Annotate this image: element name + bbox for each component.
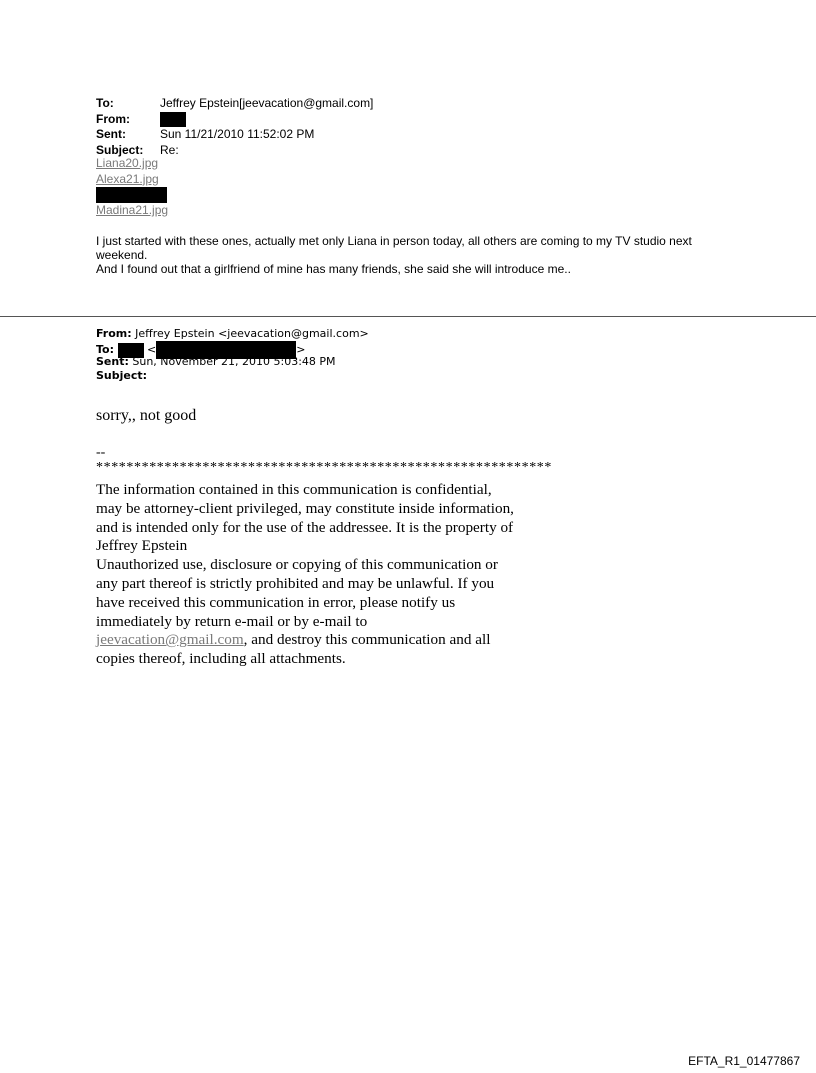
body-paragraph: I just started with these ones, actually met only Liana in person today, all others are coming to my TV studio next weekend. <box>96 234 692 262</box>
attachment-redaction <box>96 187 167 203</box>
disclaimer-text: , and destroy this communication and all copies thereof, including all attachments. <box>96 631 491 668</box>
quoted-message-body: sorry,, not good <box>96 407 197 424</box>
asterisk-line: ************************************************************ <box>96 460 552 475</box>
to-close-bracket: > <box>296 343 306 356</box>
quoted-from-row <box>96 327 369 341</box>
quoted-subject-label: Subject: <box>96 369 148 382</box>
quoted-sent-label: Sent: <box>96 355 129 368</box>
to-value: Jeffrey Epstein[jeevacation@gmail.com] <box>160 96 374 110</box>
quoted-from-label: From: <box>96 327 132 340</box>
disclaimer-text: The information contained in this communication is confidential, may be attorney-client privileged, may constitute inside information, and is intended only for the use of the addressee. It is the property of <box>96 481 514 536</box>
quoted-subject-row <box>96 369 369 383</box>
quoted-from-value: Jeffrey Epstein <jeevacation@gmail.com> <box>135 327 369 340</box>
quoted-email-header <box>96 327 369 383</box>
quoted-sent-value: Sun, November 21, 2010 5:03:48 PM <box>132 355 336 368</box>
sent-label: Sent: <box>96 127 126 141</box>
from-redaction <box>160 112 186 127</box>
to-label: To: <box>96 96 114 110</box>
to-open-bracket: < <box>147 343 157 356</box>
attachment-link[interactable]: Madina21.jpg <box>96 203 169 217</box>
disclaimer-text: Unauthorized use, disclosure or copying of this communication or any part thereof is strictly prohibited and may be unlawful. If you have received this communication in error, please notify us immediately by return e-mail or by e-mail to <box>96 556 498 630</box>
disclaimer-email-link[interactable]: jeevacation@gmail.com <box>96 631 244 649</box>
confidentiality-disclaimer <box>96 481 516 669</box>
subject-value: Re: <box>160 142 179 157</box>
disclaimer-owner: Jeffrey Epstein <box>96 537 188 555</box>
divider <box>0 316 816 317</box>
message-body <box>96 234 736 276</box>
attachment-link[interactable]: Liana20.jpg <box>96 156 159 170</box>
signature-separator: -- <box>96 445 106 460</box>
subject-label: Subject: <box>96 142 144 157</box>
sent-value: Sun 11/21/2010 11:52:02 PM <box>160 127 315 141</box>
quoted-sent-row <box>96 355 369 369</box>
attachment-list <box>96 156 168 219</box>
from-label: From: <box>96 111 130 126</box>
document-id: EFTA_R1_01477867 <box>688 1054 800 1068</box>
body-paragraph: And I found out that a girlfriend of mine has many friends, she said she will introduce me.. <box>96 262 571 276</box>
quoted-to-row <box>96 341 369 355</box>
attachment-link[interactable]: Alexa21.jpg <box>96 171 159 186</box>
quoted-to-label: To: <box>96 343 114 356</box>
